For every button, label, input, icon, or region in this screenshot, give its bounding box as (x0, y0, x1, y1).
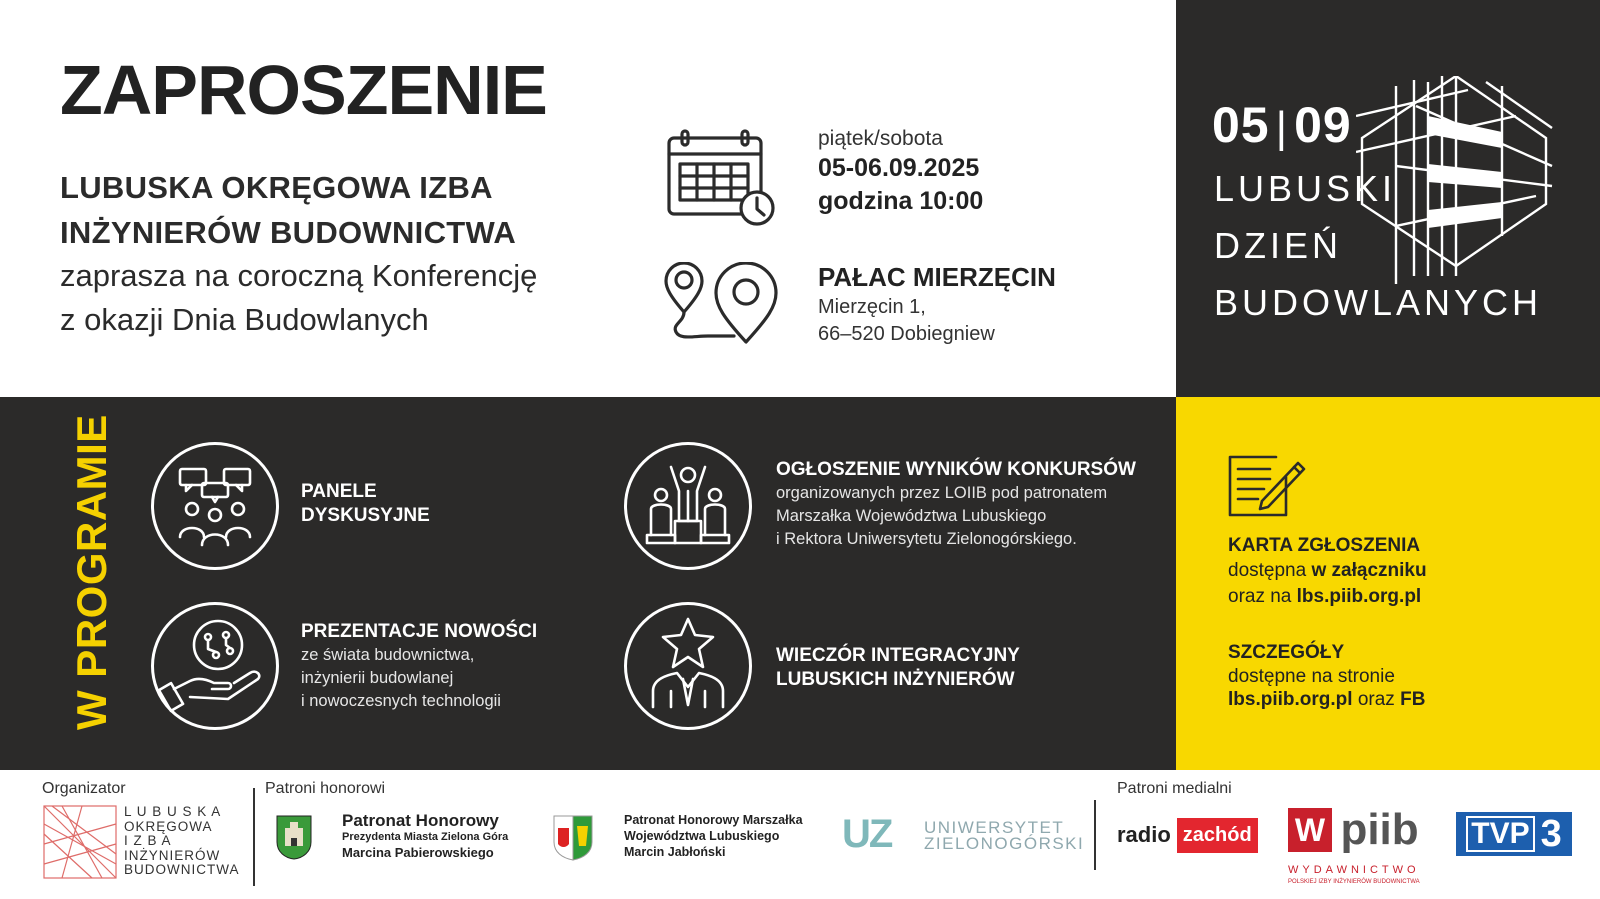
calendar-clock-icon (666, 128, 778, 228)
loiib-logo-graphic (42, 804, 118, 880)
radio-zachod-logo: radio zachód (1117, 816, 1258, 854)
invitation-text-line2: z okazji Dnia Budowlanych (60, 302, 429, 337)
location-route-icon (664, 262, 782, 346)
university-name: UNIWERSYTET ZIELONOGÓRSKI (924, 818, 1085, 853)
footer-divider (253, 788, 255, 886)
uz-logo-mark: UZ (842, 812, 892, 856)
event-logo-line3: BUDOWLANYCH (1214, 282, 1543, 323)
program-item-icon-circle (151, 602, 279, 730)
zielona-gora-crest-icon (275, 814, 313, 860)
invitation-text-line1: zaprasza na coroczną Konferencję (60, 258, 538, 293)
honorary-patrons-label: Patroni honorowi (265, 780, 386, 797)
loiib-logo-text: L U B U S K A OKRĘGOWA I Z B A INŻYNIERÓW BUDOWNICTWA (124, 804, 240, 878)
organizer-name-line2: INŻYNIERÓW BUDOWNICTWA (60, 215, 517, 250)
piib-logo: W piib (1288, 808, 1419, 852)
registration-link[interactable]: lbs.piib.org.pl (1296, 586, 1422, 607)
program-item-icon-circle (624, 442, 752, 570)
podium-winners-icon (627, 445, 749, 567)
event-logo-line1: LUBUSKI (1214, 168, 1397, 209)
star-person-icon (627, 605, 749, 727)
program-item-title: WIECZÓR INTEGRACYJNY LUBUSKICH INŻYNIERÓW (776, 645, 1020, 690)
details-line1: dostępne na stronie (1228, 666, 1395, 687)
organizer-name-line1: LUBUSKA OKRĘGOWA IZBA (60, 170, 493, 205)
details-title: SZCZEGÓŁY (1228, 642, 1345, 663)
event-logo-date: 05 | 09 (1212, 97, 1352, 153)
program-item-title: PANELE DYSKUSYJNE (301, 481, 430, 526)
organizer-label: Organizator (42, 780, 126, 797)
patron2-text: Patronat Honorowy Marszałka Województwa Lubuskiego Marcin Jabłoński (624, 813, 803, 859)
media-patrons-label: Patroni medialni (1117, 780, 1232, 797)
registration-title: KARTA ZGŁOSZENIA (1228, 535, 1421, 556)
registration-panel (1176, 397, 1600, 770)
tvp3-logo: TVP 3 (1456, 812, 1572, 856)
footer-divider (1094, 800, 1096, 870)
piib-sub2: POLSKIEJ IZBY INŻYNIERÓW BUDOWNICTWA (1288, 879, 1420, 885)
building-structure-graphic (1356, 76, 1556, 286)
patron1-title: Patronat Honorowy (342, 811, 499, 830)
form-edit-icon (1228, 455, 1308, 519)
discussion-panel-icon (154, 445, 276, 567)
piib-sub1: WYDAWNICTWO (1288, 864, 1420, 876)
venue-address-line2: 66–520 Dobiegniew (818, 323, 995, 345)
presentation-hand-icon (154, 605, 276, 727)
program-item-description: organizowanych przez LOIIB pod patronatem Marszałka Województwa Lubuskiego i Rektora Uniwersytetu Zielonogórskiego. (776, 484, 1108, 548)
page-title: ZAPROSZENIE (60, 51, 547, 129)
program-heading: W PROGRAMIE (68, 414, 115, 730)
program-item-title: OGŁOSZENIE WYNIKÓW KONKURSÓW (776, 459, 1136, 480)
event-day-label: piątek/sobota (818, 127, 943, 150)
event-logo-line2: DZIEŃ (1214, 225, 1342, 266)
lubuskie-crest-icon (552, 814, 594, 862)
details-link[interactable]: lbs.piib.org.pl (1228, 689, 1353, 710)
program-item-icon-circle (151, 442, 279, 570)
program-item-title: PREZENTACJE NOWOŚCI (301, 621, 538, 642)
registration-line2: oraz na lbs.piib.org.pl (1228, 586, 1422, 607)
venue-address-line1: Mierzęcin 1, (818, 296, 926, 318)
program-item-icon-circle (624, 602, 752, 730)
event-time: godzina 10:00 (818, 187, 984, 215)
event-venue: PAŁAC MIERZĘCIN (818, 262, 1056, 292)
patron1-line2: Prezydenta Miasta Zielona Góra (342, 831, 509, 843)
registration-line1: dostępna w załączniku (1228, 560, 1427, 581)
event-date: 05-06.09.2025 (818, 154, 980, 182)
program-item-description: ze świata budownictwa, inżynierii budowlanej i nowoczesnych technologii (301, 646, 501, 710)
details-line2: lbs.piib.org.pl oraz FB (1228, 689, 1426, 710)
patron1-line3: Marcina Pabierowskiego (342, 845, 494, 860)
